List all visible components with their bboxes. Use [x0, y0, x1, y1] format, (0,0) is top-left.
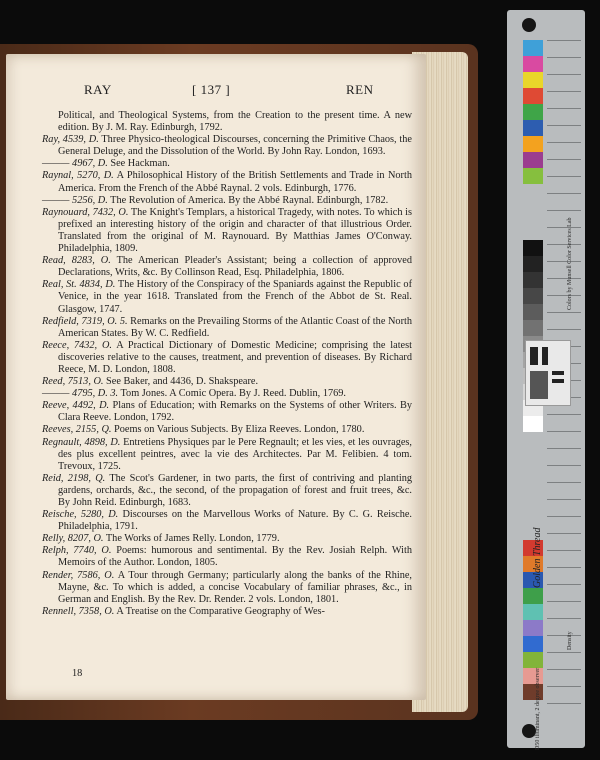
catalog-entry	[42, 158, 412, 170]
entry-author: Reed,	[42, 376, 66, 388]
catalog-entry	[42, 134, 412, 158]
entry-shelf-code: 5280, D.	[76, 509, 119, 521]
color-swatch	[523, 120, 543, 136]
scale-tick	[547, 499, 581, 500]
scale-tick	[547, 261, 581, 262]
entry-text: A Tour through Germany; particularly along the banks of the Rhine, Mayne, &c. To which is added, a concise Vocabulary of familiar phrases, &c., in German and English. By the Rev. Dr. Render. 2 vols. London, 1801.	[58, 569, 413, 605]
entry-shelf-code: 2155, Q.	[73, 424, 112, 436]
entry-text: The Knight's Templars, a historical Tragedy, with notes. To which is prefixed an interesting history of the origin and character of that illustrious Order. Translated from the original of M. Raynouard. By Matthias James O'Conway. Philadelphia, 1809.	[58, 206, 413, 255]
entry-shelf-code: 5270, D.	[73, 170, 114, 182]
scale-tick	[547, 550, 581, 551]
catalog-entry	[42, 110, 412, 134]
color-swatch	[523, 588, 543, 604]
color-swatch	[523, 288, 543, 304]
entry-text: The Revolution of America. By the Abbé Raynal. Edinburgh, 1782.	[107, 194, 389, 206]
scale-tick	[547, 448, 581, 449]
entry-text: Tom Jones. A Comic Opera. By J. Reed. Dublin, 1769.	[118, 388, 346, 400]
catalog-entry	[42, 207, 412, 255]
page-number: [ 137 ]	[192, 82, 231, 97]
entry-text: The American Pleader's Assistant; being a collection of approved Declarations, Writs, &c. By Collinson Read, Esq. Philadelphia, 1806.	[58, 255, 412, 279]
entry-text: A Treatise on the Comparative Geography of Wes-	[114, 605, 325, 617]
catalog-entry	[42, 545, 412, 569]
scale-tick	[547, 176, 581, 177]
color-swatch	[523, 604, 543, 620]
color-swatch	[523, 256, 543, 272]
scale-tick	[547, 210, 581, 211]
color-swatch	[523, 104, 543, 120]
catalog-entry	[42, 570, 412, 606]
scale-tick	[547, 431, 581, 432]
catalog-entry	[42, 533, 412, 545]
entry-shelf-code: 4967, D.	[69, 158, 108, 170]
color-swatch	[523, 72, 543, 88]
catalog-entry	[42, 424, 412, 436]
color-swatches	[523, 40, 543, 184]
color-swatch	[523, 652, 543, 668]
scale-tick	[547, 40, 581, 41]
signature-mark: 18	[72, 668, 83, 679]
entry-text: Entretiens Physiques par le Pere Regnault; et les vies, et les ouvrages, des plus excellent peintres, avec la vie des Architectes. Par M. Felibien. 4 tom. Trevoux, 1725.	[58, 436, 412, 472]
scale-tick	[547, 193, 581, 194]
entry-author: Regnault,	[42, 436, 82, 448]
scale-tick	[547, 108, 581, 109]
entry-text: Plans of Education; with Remarks on the Systems of other Writers. By Clara Reeve. London, 1792.	[58, 400, 413, 424]
book-page	[6, 54, 426, 700]
scale-tick	[547, 57, 581, 58]
scale-tick	[547, 295, 581, 296]
punch-hole-icon	[522, 18, 536, 32]
entry-text: The History of the Conspiracy of the Spaniards against the Republic of Venice, in the year 1618. Translated from the French of the Abbot de St. Real. Glasgow, 1747.	[58, 279, 412, 315]
entry-author: Reid,	[42, 472, 64, 484]
entry-shelf-code: 7513, O.	[65, 376, 104, 388]
entry-shelf-code: 2198, Q.	[63, 472, 106, 484]
entry-text: See Hackman.	[107, 158, 170, 170]
entry-shelf-code: 7319, O. 5.	[78, 315, 128, 327]
color-swatch	[523, 88, 543, 104]
color-swatch	[523, 168, 543, 184]
entry-shelf-code: 7432, O.	[89, 206, 129, 218]
scale-tick	[547, 686, 581, 687]
entry-text: A Practical Dictionary of Domestic Medicine; comprising the latest discoveries relative to the causes, treatment, and prevention of diseases. By Richard Reece, M. D. London, 1808.	[58, 339, 412, 375]
scale-tick	[547, 329, 581, 330]
golden-thread-logo: Golden Thread	[532, 527, 543, 588]
entry-author: Render,	[42, 569, 74, 581]
entry-author: Rennell,	[42, 605, 77, 617]
entry-author: Reeves,	[42, 424, 74, 436]
scale-tick	[547, 278, 581, 279]
color-swatch	[523, 240, 543, 256]
catalog-entry	[42, 316, 412, 340]
catalog-entry	[42, 437, 412, 473]
scale-tick	[547, 567, 581, 568]
munsell-credit: Colors by Munsell Color Services Lab	[567, 217, 573, 310]
header-left-word: RAY	[84, 82, 112, 97]
scale-tick	[547, 652, 581, 653]
entry-author: Relly,	[42, 533, 66, 545]
resolution-target	[525, 340, 571, 406]
catalog-entry	[42, 170, 412, 194]
catalog-entry	[42, 606, 412, 618]
catalog-entry	[42, 255, 412, 279]
entry-author: ———	[42, 158, 70, 170]
scale-tick	[547, 584, 581, 585]
catalog-entries	[42, 110, 412, 618]
scale-tick	[547, 465, 581, 466]
catalog-entry	[42, 400, 412, 424]
entry-text: Poems on Various Subjects. By Eliza Reeves. London, 1780.	[111, 424, 365, 436]
illuminant-note: D50 illuminant, 2 degree observer	[535, 667, 541, 750]
entry-shelf-code: 4539, D.	[60, 134, 99, 146]
entry-author: ———	[42, 194, 70, 206]
scale-tick	[547, 669, 581, 670]
scale-tick	[547, 142, 581, 143]
catalog-entry	[42, 195, 412, 207]
catalog-entry	[42, 388, 412, 400]
scale-tick	[547, 414, 581, 415]
scale-tick	[547, 516, 581, 517]
scale-tick	[547, 125, 581, 126]
entry-shelf-code: 7586, O.	[73, 569, 115, 581]
entry-shelf-code: 7740, O.	[68, 545, 112, 557]
color-swatch	[523, 320, 543, 336]
color-swatch	[523, 620, 543, 636]
scale-tick	[547, 601, 581, 602]
entry-author: Ray,	[42, 134, 61, 146]
scale-tick	[547, 312, 581, 313]
scale-tick	[547, 482, 581, 483]
entry-shelf-code: 8207, O.	[65, 533, 104, 545]
color-swatch	[523, 636, 543, 652]
entry-shelf-code: 4834, D.	[76, 279, 116, 291]
entry-shelf-code: 5256, D.	[69, 194, 108, 206]
scale-tick	[547, 227, 581, 228]
entry-author: ———	[42, 388, 70, 400]
header-right-word: REN	[346, 82, 374, 97]
entry-shelf-code: 7432, O.	[69, 339, 112, 351]
catalog-entry	[42, 279, 412, 315]
scale-tick	[547, 618, 581, 619]
color-swatch	[523, 152, 543, 168]
entry-author: Redfield,	[42, 315, 79, 327]
running-header	[6, 82, 426, 102]
entry-author: Real, St.	[42, 279, 77, 291]
catalog-entry	[42, 473, 412, 509]
entry-text: The Works of James Relly. London, 1779.	[103, 533, 280, 545]
entry-shelf-code: 8283, O.	[65, 255, 111, 267]
scale-tick	[547, 635, 581, 636]
color-swatch	[523, 40, 543, 56]
entry-text: The Scot's Gardener, in two parts, the first of contriving and planting gardens, orchards, &c., the second, of the propagation of forest and fruit trees, &c. By John Reid. Edinburgh, 1683.	[58, 472, 412, 508]
entry-author: Reische,	[42, 509, 77, 521]
entry-author: Read,	[42, 255, 66, 267]
color-swatch	[523, 272, 543, 288]
punch-hole-icon	[522, 724, 536, 738]
scale-tick	[547, 91, 581, 92]
entry-author: Reeve,	[42, 400, 70, 412]
color-swatch	[523, 416, 543, 432]
catalog-entry	[42, 340, 412, 376]
scale-tick	[547, 244, 581, 245]
entry-text: Three Physico-theological Discourses, concerning the Primitive Chaos, the General Deluge, and the Dissolution of the World. By John Ray. London, 1693.	[58, 134, 412, 158]
entry-text: Political, and Theological Systems, from the Creation to the present time. A new edition. By J. M. Ray. Edinburgh, 1792.	[58, 110, 412, 134]
density-label: Density	[567, 631, 573, 650]
entry-shelf-code: 4795, D. 3.	[69, 388, 119, 400]
scale-tick	[547, 533, 581, 534]
color-swatch	[523, 304, 543, 320]
catalog-entry	[42, 376, 412, 388]
entry-shelf-code: 4898, D.	[81, 436, 121, 448]
entry-text: A Philosophical History of the British Settlements and Trade in North America. From the French of the Abbé Raynal. 2 vols. Edinburgh, 1776.	[58, 170, 412, 194]
color-swatch	[523, 136, 543, 152]
entry-author: Reece,	[42, 339, 70, 351]
scale-tick	[547, 74, 581, 75]
entry-text: See Baker, and 4436, D. Shakspeare.	[103, 376, 259, 388]
catalog-entry	[42, 509, 412, 533]
scale-tick	[547, 703, 581, 704]
entry-text: Poems: humorous and sentimental. By the Rev. Josiah Relph. With Memoirs of the Author. London, 1805.	[58, 545, 413, 569]
entry-shelf-code: 4492, D.	[69, 400, 110, 412]
scale-tick	[547, 159, 581, 160]
entry-text: Remarks on the Prevailing Storms of the Atlantic Coast of the North American States. By W. C. Redfield.	[58, 315, 413, 339]
entry-shelf-code: 7358, O.	[76, 605, 115, 617]
entry-author: Raynouard,	[42, 206, 90, 218]
color-swatch	[523, 56, 543, 72]
entry-author: Raynal,	[42, 170, 74, 182]
entry-text: Discourses on the Marvellous Works of Nature. By C. G. Reische. Philadelphia, 1791.	[58, 509, 413, 533]
entry-author: Relph,	[42, 545, 69, 557]
